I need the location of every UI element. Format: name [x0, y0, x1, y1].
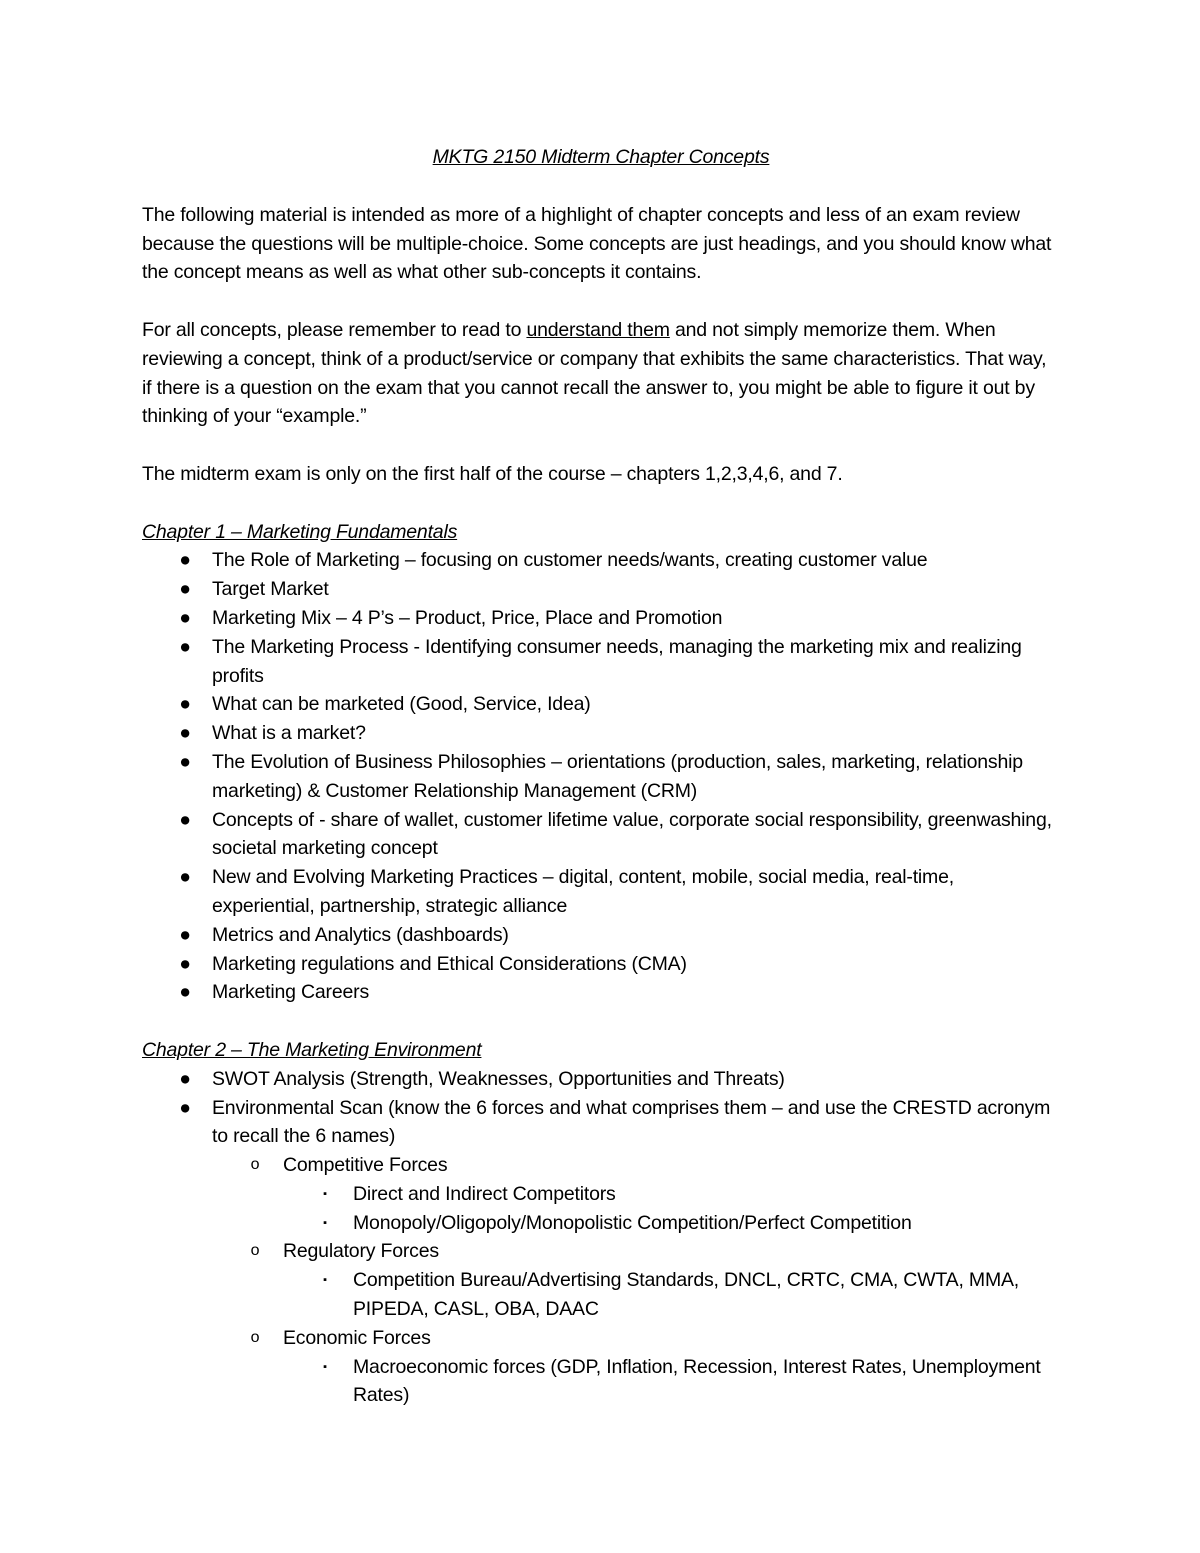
list-item-text: What can be marketed (Good, Service, Idea) — [212, 693, 591, 716]
list-item — [283, 1209, 1060, 1238]
list-item-text: Direct and Indirect Competitors — [353, 1182, 616, 1205]
force-name: Economic Forces — [283, 1326, 431, 1349]
bullet-icon: ● — [179, 1096, 191, 1119]
bullet-icon: ● — [179, 578, 191, 601]
list-item — [283, 1266, 1060, 1324]
list-item — [283, 1180, 1060, 1209]
list-item-text: Monopoly/Oligopoly/Monopolistic Competition/Perfect Competition — [353, 1211, 912, 1234]
list-item-text: New and Evolving Marketing Practices – digital, content, mobile, social media, real-time, experiential, partnership, strategic alliance — [212, 866, 954, 917]
bullet-icon: ● — [179, 1067, 191, 1090]
force-item — [212, 1324, 1060, 1410]
bullet-icon: ● — [179, 923, 191, 946]
list-item-text: Target Market — [212, 578, 329, 601]
chapter1-list — [142, 546, 1060, 1007]
study-paragraph — [142, 316, 1060, 431]
list-item-text: Competition Bureau/Advertising Standards, DNCL, CRTC, CMA, CWTA, MMA, PIPEDA, CASL, OBA, DAAC — [353, 1269, 1020, 1321]
list-item-text: The Evolution of Business Philosophies – orientations (production, sales, marketing, relationship marketing) & Customer Relationship Management (CRM) — [212, 750, 1023, 802]
list-item — [142, 978, 1060, 1007]
bullet-icon: ● — [179, 606, 191, 629]
forces-list — [212, 1151, 1060, 1410]
force-subitems — [283, 1180, 1060, 1238]
list-item-text: Environmental Scan (know the 6 forces and what comprises them – and use the CRESTD acronym to recall the 6 names) — [212, 1096, 1051, 1148]
list-item — [142, 950, 1060, 979]
list-item-text: The Marketing Process - Identifying consumer needs, managing the marketing mix and realizing profits — [212, 635, 1022, 687]
list-item-text: The Role of Marketing – focusing on customer needs/wants, creating customer value — [212, 549, 928, 572]
square-bullet-icon: ▪ — [323, 1187, 327, 1200]
force-item — [212, 1237, 1060, 1323]
square-bullet-icon: ▪ — [323, 1274, 327, 1287]
list-item-text: SWOT Analysis (Strength, Weaknesses, Opportunities and Threats) — [212, 1067, 785, 1090]
page-title: MKTG 2150 Midterm Chapter Concepts — [432, 146, 770, 168]
list-item — [142, 1094, 1060, 1411]
chapter2-heading: Chapter 2 – The Marketing Environment — [142, 1038, 482, 1061]
study-text-underlined: understand them — [526, 318, 670, 341]
list-item — [142, 633, 1060, 691]
list-item — [142, 604, 1060, 633]
bullet-icon: ● — [179, 750, 191, 773]
square-bullet-icon: ▪ — [323, 1360, 327, 1373]
list-item-text: Concepts of - share of wallet, customer lifetime value, corporate social responsibility, greenwashing, societal marketing concept — [212, 808, 1052, 860]
chapter2-list — [142, 1065, 1060, 1411]
list-item — [142, 546, 1060, 575]
list-item — [283, 1353, 1060, 1411]
list-item-text: What is a market? — [212, 722, 366, 745]
list-item — [142, 863, 1060, 921]
circle-bullet-icon: o — [250, 1242, 260, 1260]
list-item — [142, 1065, 1060, 1094]
circle-bullet-icon: o — [250, 1328, 260, 1346]
section-spacer — [142, 1007, 1060, 1036]
force-item — [212, 1151, 1060, 1237]
force-subitems — [283, 1266, 1060, 1324]
list-item-text: Marketing regulations and Ethical Considerations (CMA) — [212, 952, 687, 975]
bullet-icon: ● — [179, 808, 191, 831]
list-item — [142, 719, 1060, 748]
list-item — [142, 921, 1060, 950]
study-text-after: and not simply memorize them. When reviewing a concept, think of a product/service or company that exhibits the same characteristics. That way, if there is a question on the exam that you cannot recall the answer to, you might be able to figure it out by thinking of your “example.” — [142, 318, 1047, 428]
study-text-before: For all concepts, please remember to read to — [142, 318, 527, 341]
list-item — [142, 690, 1060, 719]
list-item — [142, 806, 1060, 864]
bullet-icon: ● — [179, 693, 191, 716]
force-name: Competitive Forces — [283, 1154, 448, 1177]
list-item — [142, 575, 1060, 604]
list-item — [142, 748, 1060, 806]
force-name: Regulatory Forces — [283, 1240, 439, 1263]
bullet-icon: ● — [179, 549, 191, 572]
square-bullet-icon: ▪ — [323, 1216, 327, 1229]
list-item-text: Metrics and Analytics (dashboards) — [212, 923, 509, 946]
intro-paragraph: The following material is intended as more of a highlight of chapter concepts and less of an exam review because the questions will be multiple-choice. Some concepts are just headings, and you should know what the concept means as well as what other sub-concepts it contains. — [142, 203, 1052, 284]
chapter1-heading: Chapter 1 – Marketing Fundamentals — [142, 520, 458, 543]
bullet-icon: ● — [179, 981, 191, 1004]
circle-bullet-icon: o — [250, 1156, 260, 1174]
bullet-icon: ● — [179, 952, 191, 975]
bullet-icon: ● — [179, 722, 191, 745]
force-subitems — [283, 1353, 1060, 1411]
document-body — [142, 143, 1060, 1410]
list-item-text: Marketing Mix – 4 P’s – Product, Price, Place and Promotion — [212, 606, 723, 629]
list-item-text: Macroeconomic forces (GDP, Inflation, Recession, Interest Rates, Unemployment Rates) — [353, 1355, 1041, 1407]
scope-paragraph: The midterm exam is only on the first half of the course – chapters 1,2,3,4,6, and 7. — [142, 462, 843, 485]
bullet-icon: ● — [179, 635, 191, 658]
list-item-text: Marketing Careers — [212, 981, 369, 1004]
bullet-icon: ● — [179, 866, 191, 889]
